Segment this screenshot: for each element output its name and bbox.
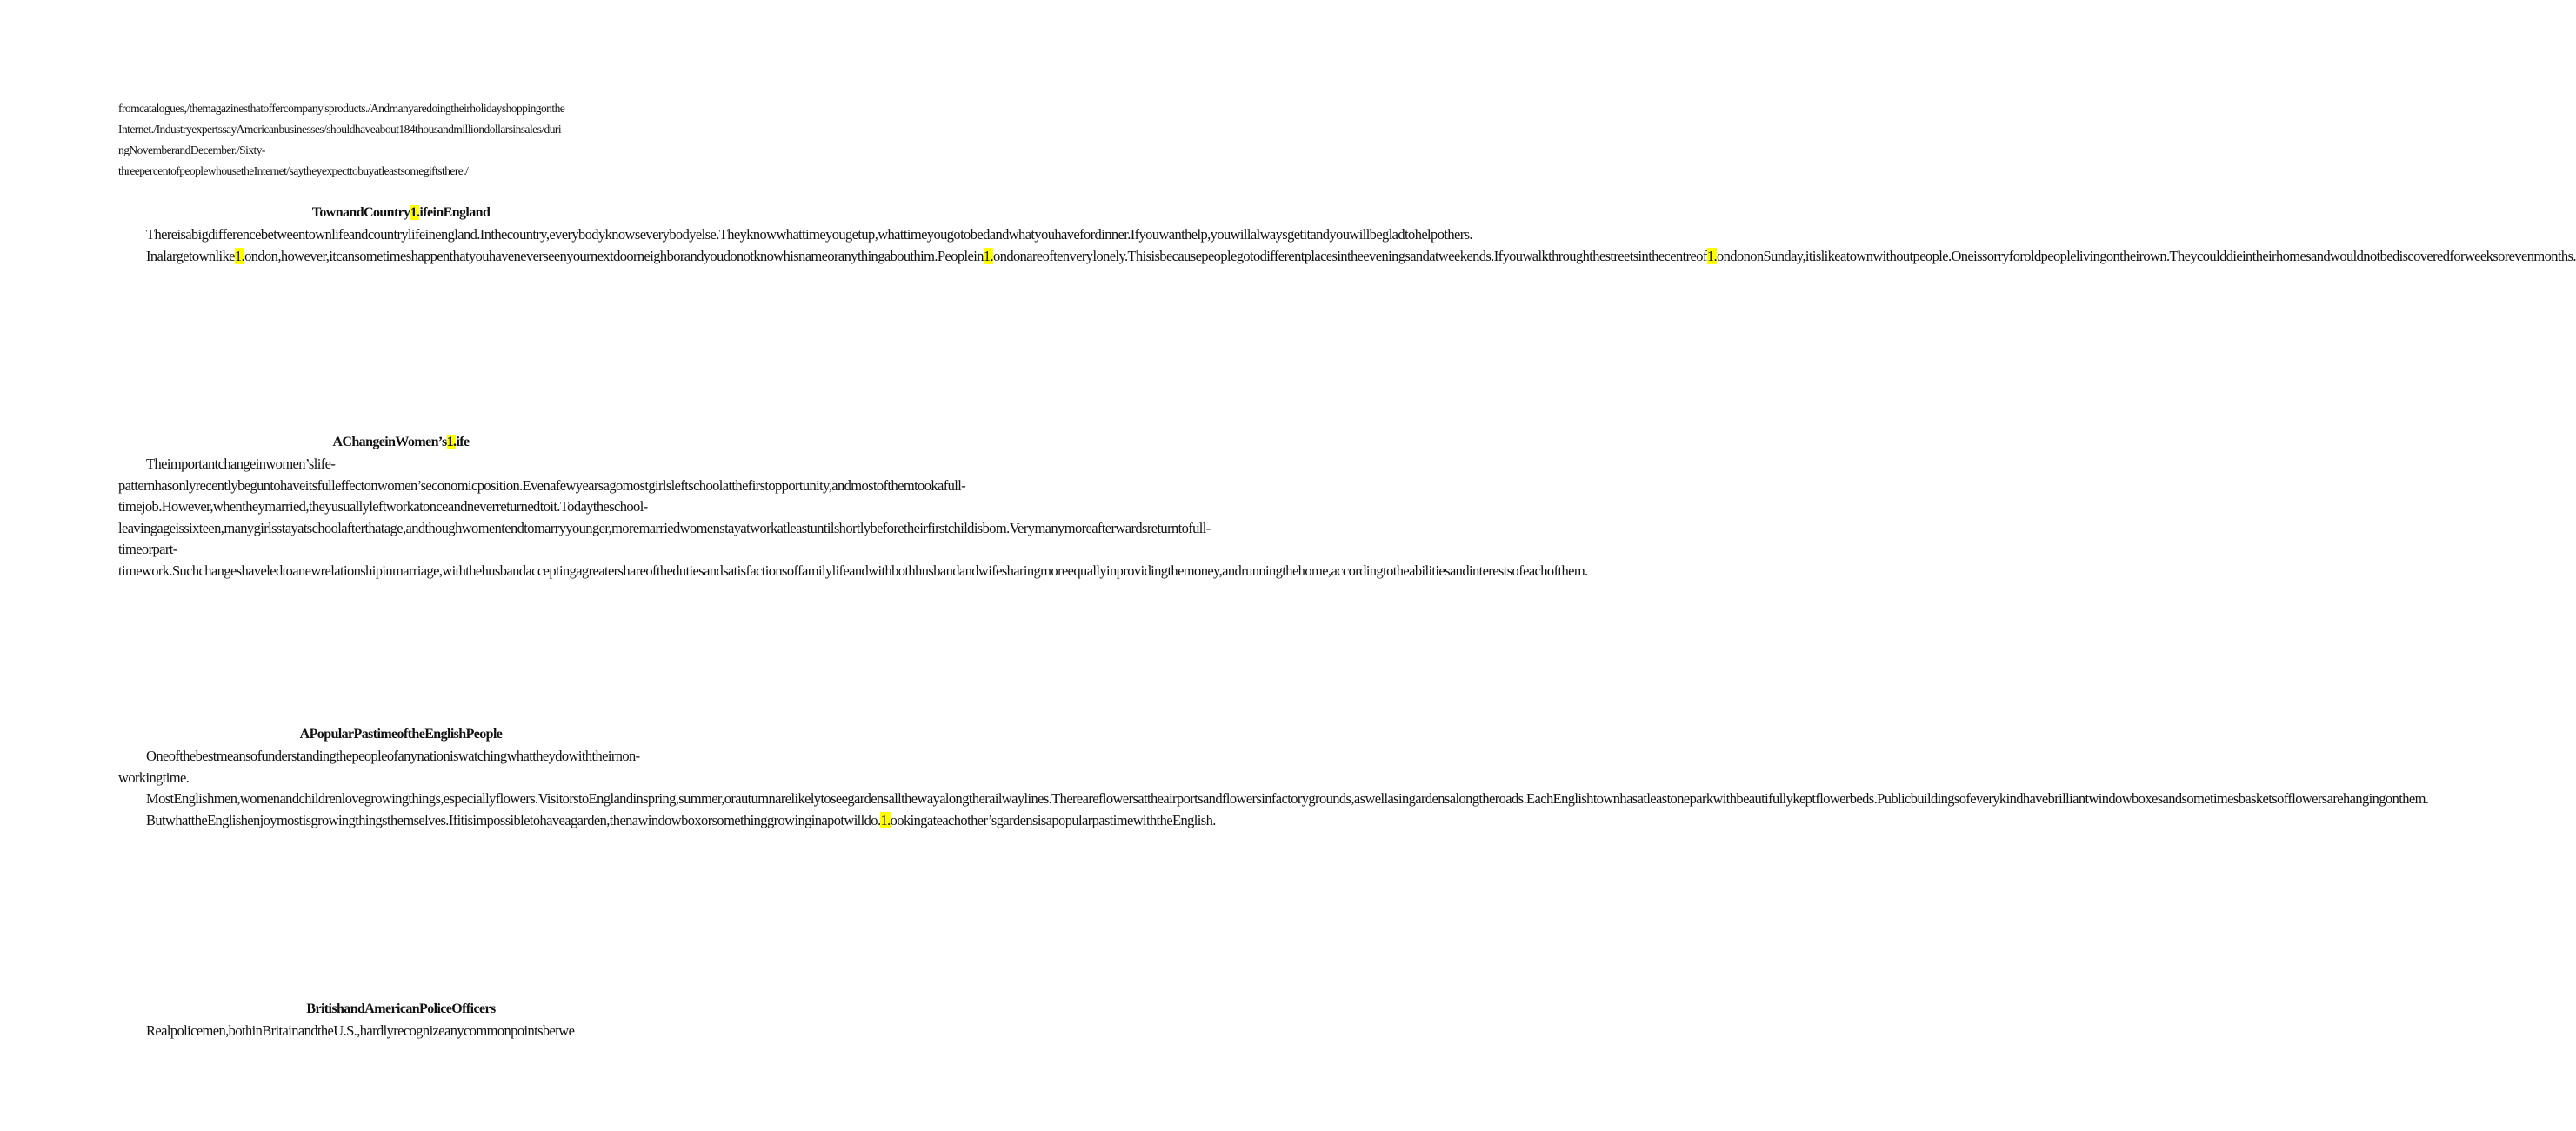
intro-paragraph [118,98,684,182]
highlight: 1. [983,247,994,264]
paragraph: Thereisabigdifferencebetweentownlifeandcountrylifeinengland.Inthecountry,everybodyknowseverybodyelse.Theyknowwhattimeyougetup,whattimeyougotobedandwhatyouhavefordinner.Ifyouwanthelp,youwillalwaysgetitandyouwillbegladtohelpothers. [146,226,1472,243]
text: ondononSunday,itislikeatownwithoutpeople.Oneissorryforoldpeoplelivingontheirown.Theycoulddieintheirhomesandwouldnotbediscoveredforweeksorevenmonths. [1717,247,2576,264]
text: ButwhattheEnglishenjoymostisgrowingthingsthemselves.Ifitisimpossibletohaveagarden,thenawindowboxorsomethinggrowinginapotwilldo. [146,811,881,828]
intro-line: ngNovemberandDecember./Sixty- [118,143,265,156]
title-text: ife [456,435,470,449]
section-title [118,202,684,224]
highlight: 1. [446,435,457,449]
paragraph: Realpolicemen,bothinBritainandtheU.S.,hardlyrecognizeanycommonpointsbetwe [146,1022,575,1039]
intro-line: threepercentofpeoplewhousetheInternet/saytheyexpecttobuyatleastsomegiftsthere./ [118,164,469,177]
section-change-in-womens-life [118,431,1588,582]
paragraph: Theimportantchangeinwomen’slife-patternhasonlyrecentlybeguntohaveitsfulleffectonwomen’seconomicposition.Evenafewyearsagomostgirlsleftschoolatthefirstopportunity,andmostofthemtookafull-timejob.However,whentheymarried,theyusuallyleftworkatonceandneverreturnedtoit.Todaytheschool-leavingageissixteen,manygirlsstayatschoolafterthatage,andthoughwomentendtomarryyounger,moremarriedwomenstayatworkatleastuntilshortlybeforetheirfirstchildisbom.Verymanymoreafterwardsreturntofull-timeorpart-timework.Suchchangeshaveledtoanewrelationshipinmarriage,withthehusbandacceptingagreatershareofthedutiesandsatisfactionsoffamilylifeandwithbothhusbandandwifesharingmoreequallyinprovidingthemoney,andrunningthehome,accordingtotheabilitiesandinterestsofeachofthem. [118,456,1588,579]
text: ookingateachother’sgardensisapopularpastimewiththeEnglish. [890,811,1216,828]
highlight: 1. [234,247,245,264]
text: Inalargetownlike [146,247,235,264]
section-town-and-country [118,202,2576,267]
paragraph [118,810,1216,832]
highlight: 1. [410,205,420,220]
section-title: APopularPastimeoftheEnglishPeople [299,727,503,742]
intro-line: Internet./IndustryexpertssayAmericanbusinesses/shouldhaveabout184thousandmilliondollarsinsales/duri [118,123,562,136]
paragraph: Oneofthebestmeansofunderstandingthepeopleofanynationiswatchingwhattheydowiththeirnon-workingtime. [118,748,640,786]
section-title: BritishandAmericanPoliceOfficers [306,1001,496,1016]
title-text: AChangeinWomen’s [332,435,447,449]
text: ondonareoftenverylonely.Thisisbecausepeoplegotodifferentplacesintheeveningsandatweekends.Ifyouwalkthroughthestreetsinthecentreof [993,247,1707,264]
paragraph: MostEnglishmen,womenandchildrenlovegrowingthings,especiallyflowers.VisitorstoEnglandinspring,summer,orautumnarelikelytoseegardensallthewayalongtherailwaylines.Thereareflowersattheairportsandflowersinfactorygrounds,aswellasingardensalongtheroads.EachEnglishtownhasatleastoneparkwithbeautifullykeptflowerbeds.Publicbuildingsofeverykindhavebrilliantwindowboxesandsometimesbasketsofflowersarehangingonthem. [146,790,2429,808]
title-text: ifeinEngland [419,205,491,220]
title-text: TownandCountry [311,205,410,220]
highlight: 1. [880,811,891,828]
section-police-officers [118,998,684,1042]
paragraph [118,246,2576,268]
section-popular-pastime [118,723,2429,831]
intro-line: fromcatalogues,/themagazinesthatoffercompany'sproducts./Andmanyaredoingtheirholidayshoppingonthe [118,102,565,115]
section-title [118,431,684,454]
text: ondon,however,itcansometimeshappenthatyouhaveneverseenyournextdoorneighborandyoudonotknowhisnameoranythingabouthim.Peoplein [244,247,984,264]
highlight: 1. [1706,247,1717,264]
